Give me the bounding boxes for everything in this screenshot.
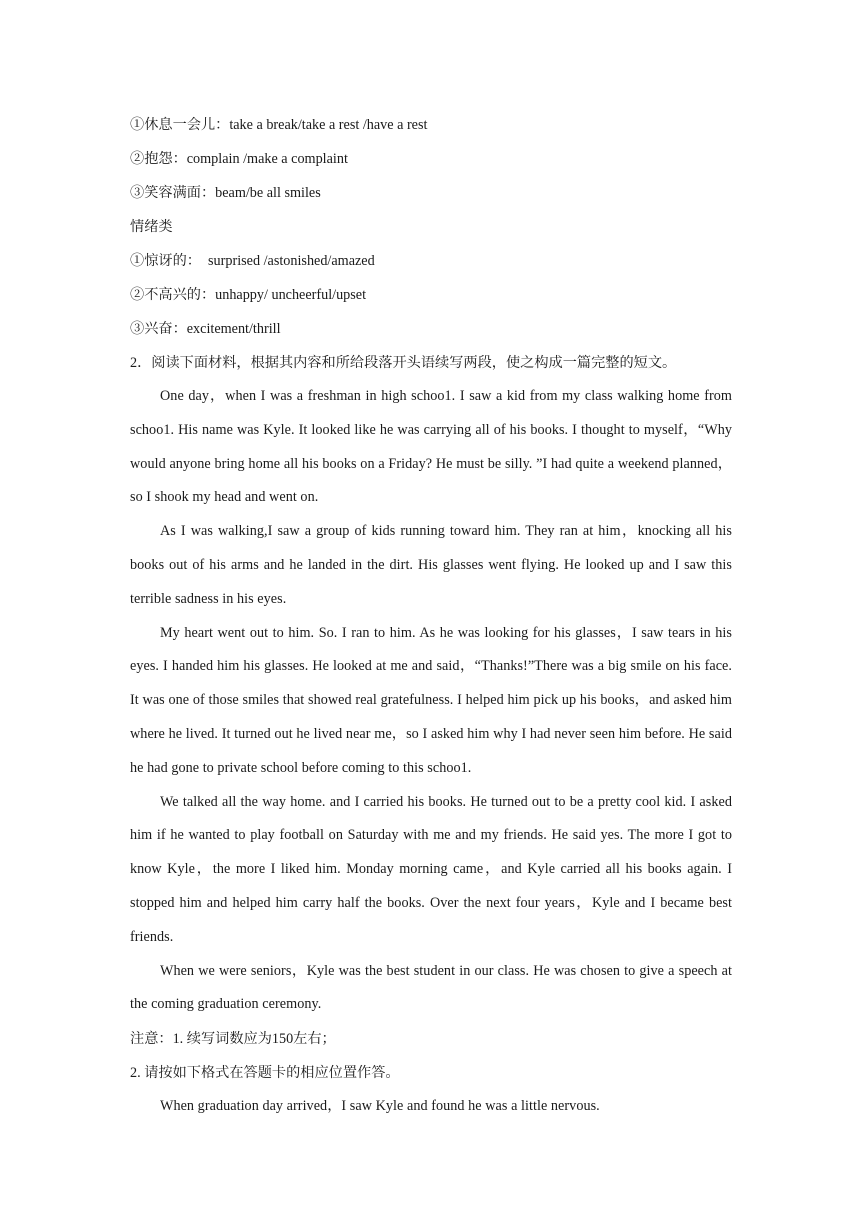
document-page — [130, 108, 732, 1124]
story-paragraph-4: We talked all the way home. and I carried his books. He turned out to be a pretty cool kid. I asked him if he wanted to play football on Saturday with me and my friends. He said yes. The more I got to know Kyle，the more I liked him. Monday morning came，and Kyle carried all his books again. I stopped him and helped him carry half the books. Over the next four years，Kyle and I became best friends. — [130, 793, 732, 945]
phrase-complain: ②抱怨：complain /make a complaint — [130, 151, 348, 167]
phrase-rest: ①休息一会儿：take a break/take a rest /have a rest — [130, 117, 428, 133]
emotion-unhappy: ②不高兴的：unhappy/ uncheerful/upset — [130, 287, 367, 303]
continuation-opening: When graduation day arrived，I saw Kyle and found he was a little nervous. — [160, 1098, 600, 1115]
story-paragraph-2: As I was walking,I saw a group of kids running toward him. They ran at him，knocking all his books out of his arms and he landed in the dirt. His glasses went flying. He looked up and I saw this terrible sadness in his eyes. — [130, 523, 732, 607]
task-instruction: 2．阅读下面材料，根据其内容和所给段落开头语续写两段，使之构成一篇完整的短文。 — [130, 355, 677, 371]
story-paragraph-3: My heart went out to him. So. I ran to him. As he was looking for his glasses，I saw tears in his eyes. I handed him his glasses. He looked at me and said，“Thanks!”There was a big smile on his face. It was one of those smiles that showed real gratefulness. I helped him pick up his books，and asked him where he lived. It turned out he lived near me，so I asked him why I had never seen him before. He said he had gone to private school before coming to this schoo1. — [130, 624, 732, 776]
story-paragraph-1: One day，when I was a freshman in high schoo1. I saw a kid from my class walking home from schoo1. His name was Kyle. It looked like he was carrying all of his books. I thought to myself，“Why would anyone bring home all his books on a Friday? He must be silly. ”I had quite a weekend planned，so I shook my head and went on. — [130, 388, 732, 506]
emotion-excited: ③兴奋：excitement/thrill — [130, 321, 281, 337]
note-word-count: 注意：1. 续写词数应为150左右； — [130, 1031, 336, 1048]
emotion-heading: 情绪类 — [130, 219, 173, 235]
emotion-surprised: ①惊讶的： surprised /astonished/amazed — [130, 253, 375, 269]
note-format: 2. 请按如下格式在答题卡的相应位置作答。 — [130, 1065, 400, 1082]
story-paragraph-5: When we were seniors，Kyle was the best student in our class. He was chosen to give a speech at the coming graduation ceremony. — [130, 962, 732, 1013]
phrase-smile: ③笑容满面：beam/be all smiles — [130, 185, 321, 201]
